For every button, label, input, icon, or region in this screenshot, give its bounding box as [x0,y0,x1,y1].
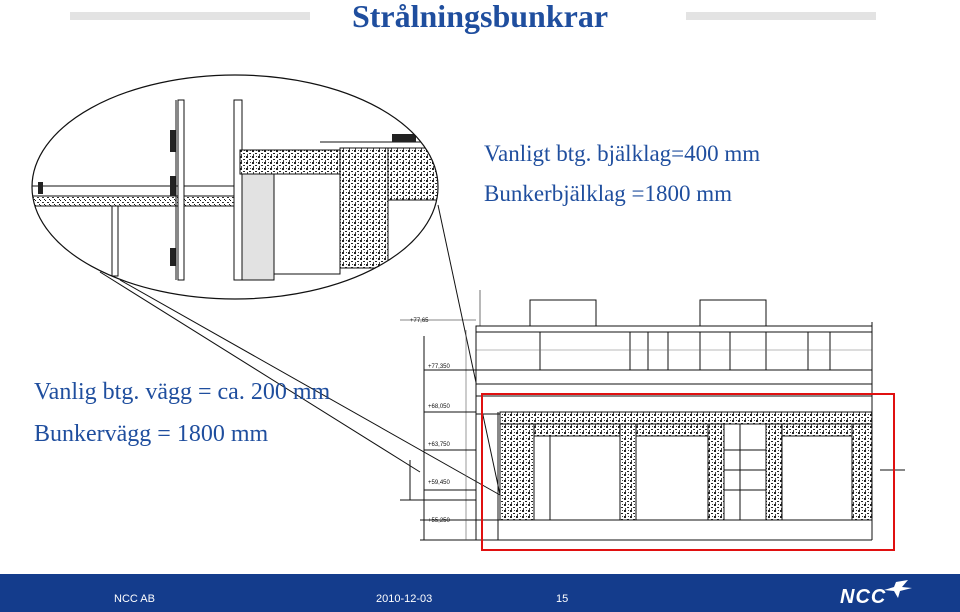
level-label: +68,050 [428,404,450,410]
building-section [400,290,905,540]
level-label: +77,65 [410,318,429,324]
level-label: +77,350 [428,364,450,370]
slide-title: Strålningsbunkrar [351,0,609,34]
level-label: +63,750 [428,442,450,448]
caption-normal-wall: Vanlig btg. vägg = ca. 200 mm [34,379,331,405]
footer-company: NCC AB [114,593,155,605]
caption-normal-slab: Vanligt btg. bjälklag=400 mm [484,141,761,166]
ncc-logo-icon [836,578,926,610]
footer-date: 2010-12-03 [376,593,433,605]
caption-bunker-wall: Bunkervägg = 1800 mm [34,421,269,447]
logo-text: NCC [840,586,887,608]
slide-footer [0,574,960,612]
caption-bunker-slab: Bunkerbjälklag =1800 mm [484,181,733,206]
footer-page-number: 15 [556,593,569,605]
level-label: +59,450 [428,480,450,486]
level-label: +55,250 [428,518,450,524]
detail-section [30,100,438,280]
